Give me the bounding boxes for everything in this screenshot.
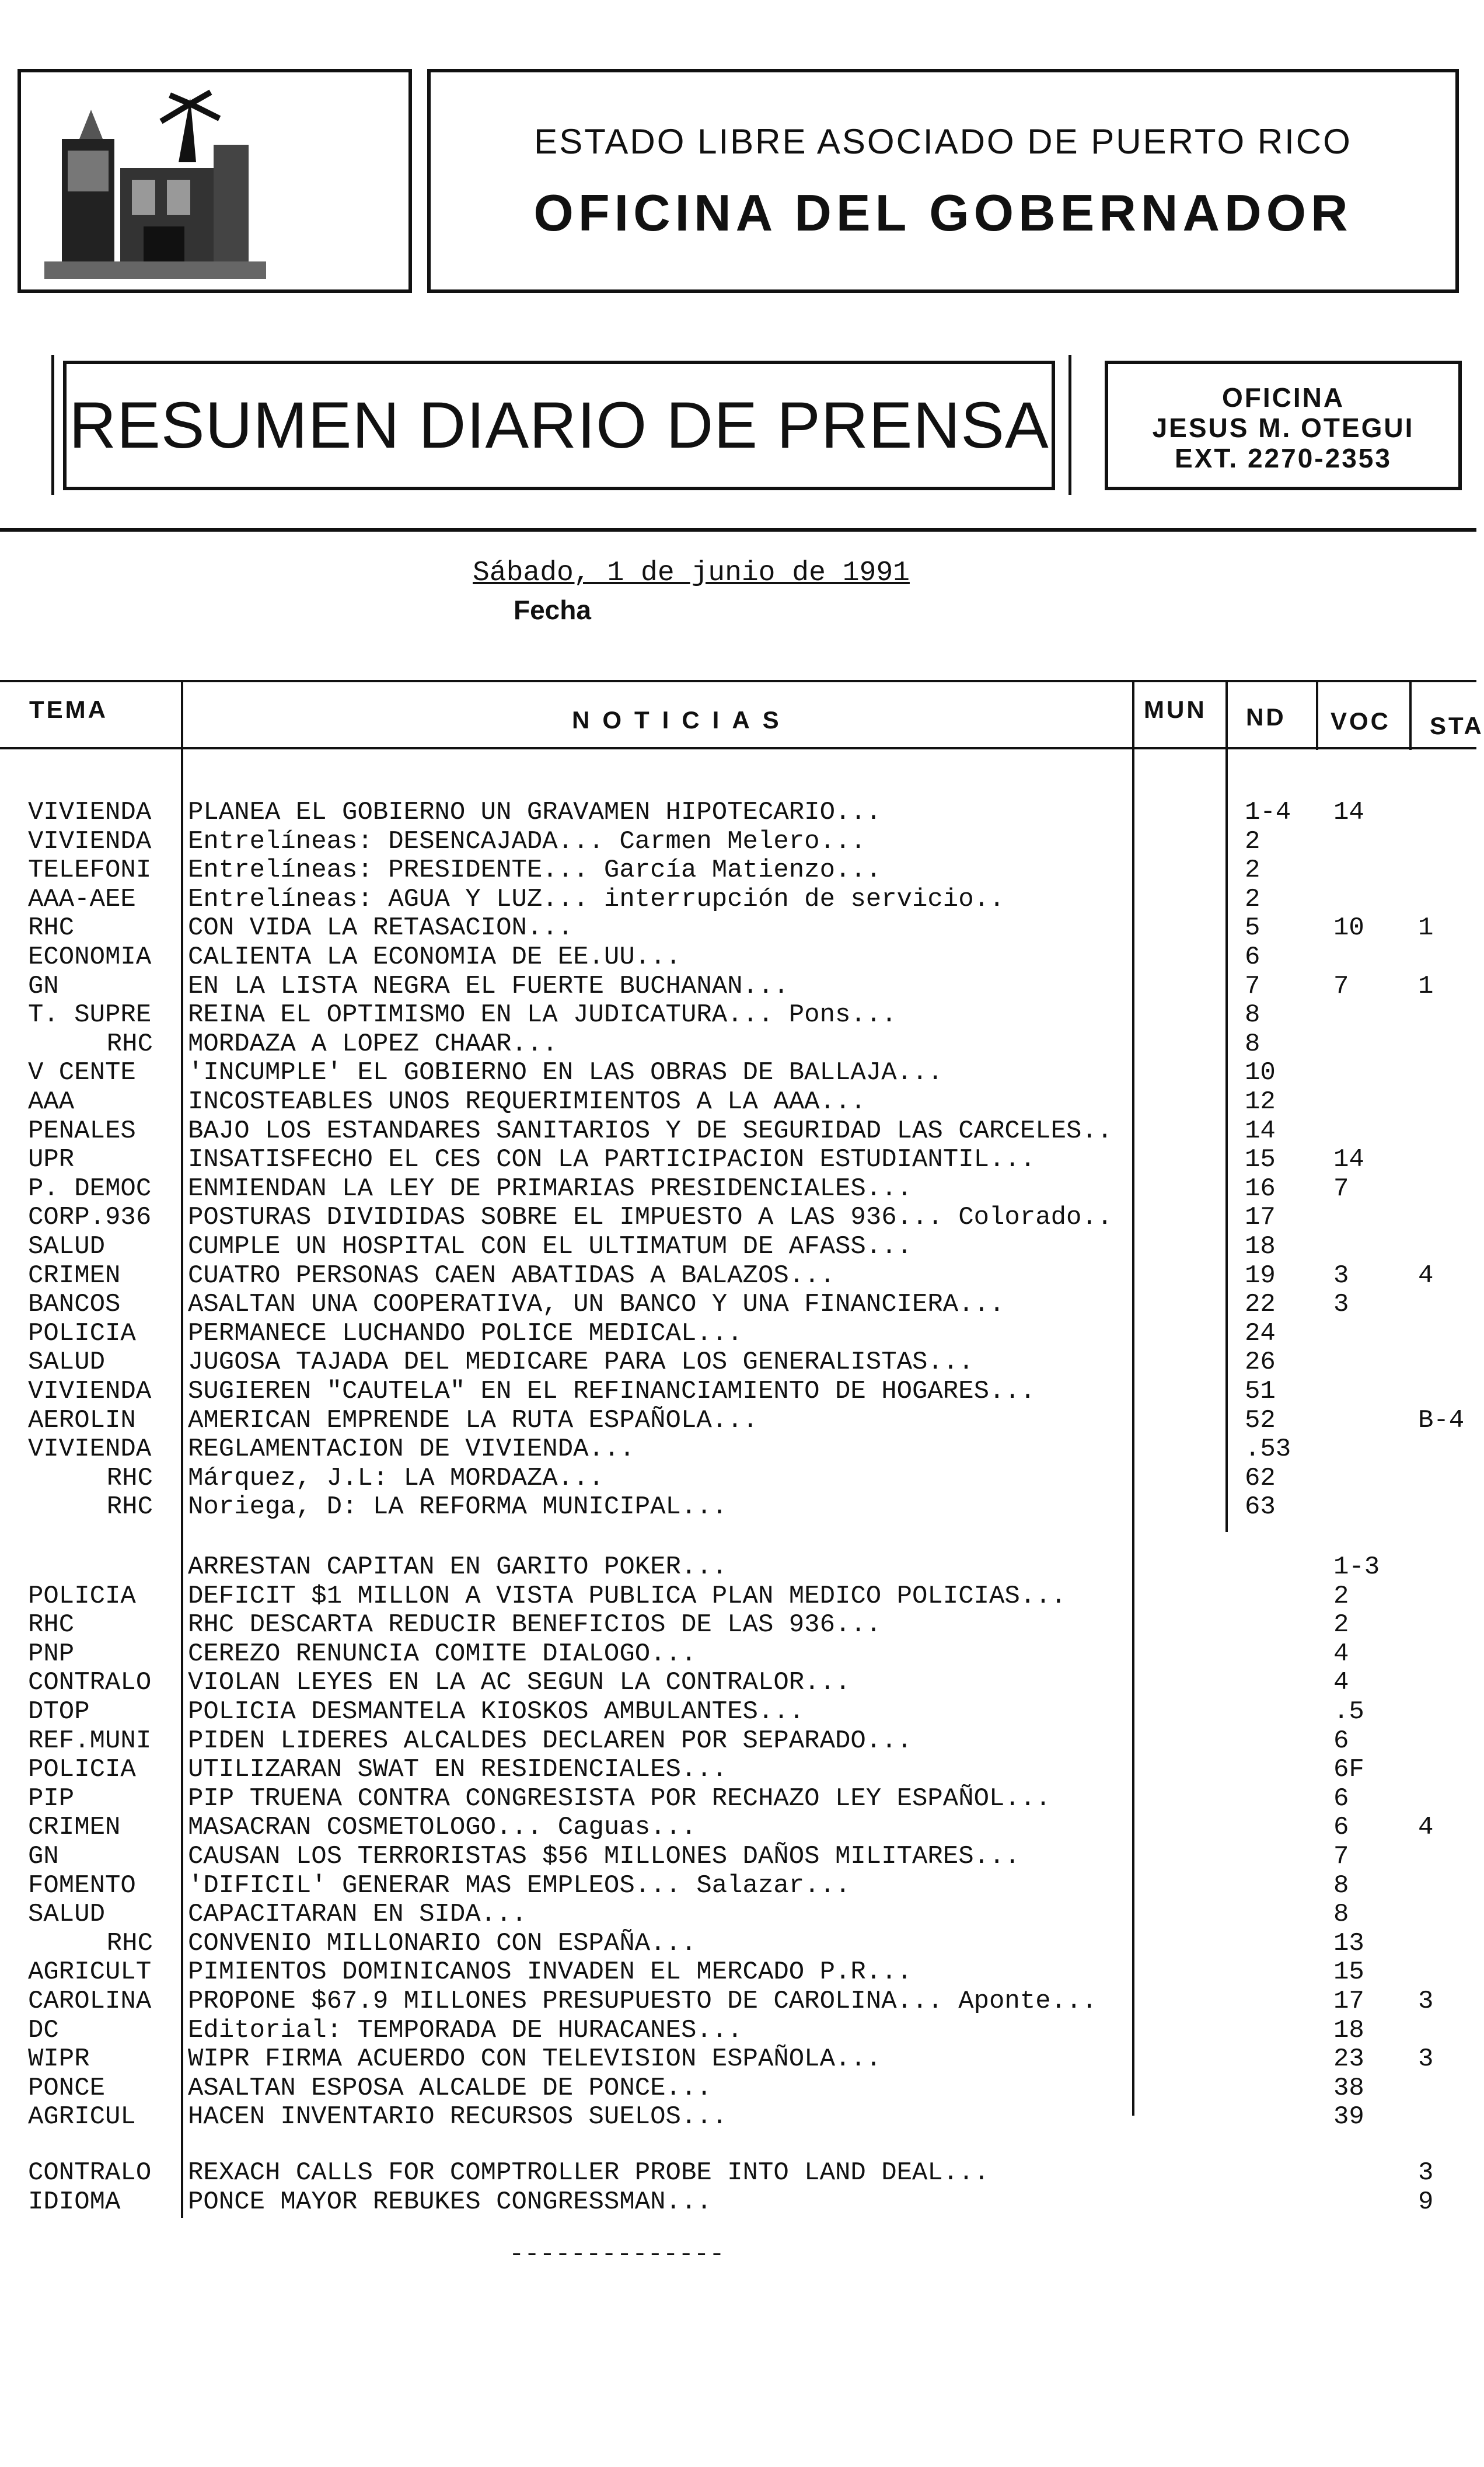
row-nd: 52	[1245, 1405, 1276, 1435]
row-tema: PONCE	[28, 2073, 106, 2103]
row-noticia: MORDAZA A LOPEZ CHAAR...	[188, 1029, 558, 1059]
row-tema: V CENTE	[28, 1058, 136, 1088]
table-row	[0, 1668, 1476, 1697]
row-nd: 17	[1245, 1203, 1276, 1233]
row-noticia: PIMIENTOS DOMINICANOS INVADEN EL MERCADO P.R...	[188, 1957, 913, 1987]
row-noticia: HACEN INVENTARIO RECURSOS SUELOS...	[188, 2102, 728, 2132]
row-sta: 4	[1418, 1813, 1434, 1843]
header-line2: OFICINA DEL GOBERNADOR	[533, 184, 1353, 242]
row-tema: CAROLINA	[28, 1987, 152, 2016]
row-tema: AAA-AEE	[28, 884, 136, 914]
row-tema: BANCOS	[28, 1290, 121, 1320]
row-voc: 15	[1333, 1957, 1364, 1987]
row-noticia: POLICIA DESMANTELA KIOSKOS AMBULANTES...	[188, 1697, 805, 1726]
table-row	[0, 1784, 1476, 1813]
footer-dashes: --------------	[509, 2240, 725, 2269]
row-nd: 2	[1245, 856, 1260, 885]
row-noticia: ENMIENDAN LA LEY DE PRIMARIAS PRESIDENCIALES...	[188, 1174, 913, 1203]
row-noticia: PERMANECE LUCHANDO POLICE MEDICAL...	[188, 1318, 743, 1348]
table-col-rule	[1316, 680, 1318, 750]
table-row	[0, 1145, 1476, 1174]
row-tema: AGRICUL	[28, 2102, 136, 2132]
row-noticia: REINA EL OPTIMISMO EN LA JUDICATURA... Pons...	[188, 1000, 897, 1030]
row-tema: DC	[28, 2015, 59, 2045]
office-line1: OFICINA	[1221, 382, 1345, 413]
row-nd: 16	[1245, 1174, 1276, 1203]
table-row	[0, 1639, 1476, 1669]
row-tema: CORP.936	[28, 1203, 152, 1233]
row-noticia: REGLAMENTACION DE VIVIENDA...	[188, 1435, 635, 1464]
table-row	[0, 1987, 1476, 2016]
table-row	[0, 1087, 1476, 1116]
row-voc: 6	[1333, 1784, 1349, 1813]
row-tema: TELEFONI	[28, 856, 152, 885]
row-tema: POLICIA	[28, 1318, 136, 1348]
col-header-noticias: NOTICIAS	[572, 706, 792, 734]
row-nd: 62	[1245, 1463, 1276, 1493]
table-row	[0, 1058, 1476, 1087]
row-noticia: EN LA LISTA NEGRA EL FUERTE BUCHANAN...	[188, 971, 789, 1001]
row-noticia: INCOSTEABLES UNOS REQUERIMIENTOS A LA AAA...	[188, 1087, 866, 1116]
col-header-mun: MUN	[1144, 696, 1207, 723]
row-tema: UPR	[28, 1145, 75, 1175]
table-row	[0, 943, 1476, 972]
table-header-rule	[0, 747, 1476, 749]
table-row	[0, 798, 1476, 827]
row-tema: DTOP	[28, 1697, 90, 1726]
table-row	[0, 1377, 1476, 1406]
table-row	[0, 1348, 1476, 1377]
row-noticia: REXACH CALLS FOR COMPTROLLER PROBE INTO LAND DEAL...	[188, 2158, 990, 2187]
row-tema: VIVIENDA	[28, 826, 152, 856]
row-tema: GN	[28, 1842, 59, 1871]
row-noticia: RHC DESCARTA REDUCIR BENEFICIOS DE LAS 936...	[188, 1610, 882, 1640]
row-sta: 4	[1418, 1261, 1434, 1290]
row-nd: 18	[1245, 1232, 1276, 1261]
table-top-rule	[0, 680, 1476, 682]
table-row	[0, 1406, 1476, 1435]
table-row	[0, 1290, 1476, 1319]
table-row	[0, 1319, 1476, 1348]
row-noticia: CEREZO RENUNCIA COMITE DIALOGO...	[188, 1639, 697, 1669]
table-row	[0, 1582, 1476, 1611]
table-row	[0, 1203, 1476, 1232]
row-tema: VIVIENDA	[28, 798, 152, 827]
row-nd: 24	[1245, 1318, 1276, 1348]
row-voc: 13	[1333, 1928, 1364, 1958]
table-row	[0, 972, 1476, 1001]
row-noticia: Entrelíneas: DESENCAJADA... Carmen Melero...	[188, 826, 866, 856]
row-tema: AAA	[28, 1087, 75, 1116]
row-tema: T. SUPRE	[28, 1000, 152, 1030]
row-tema: POLICIA	[28, 1755, 136, 1785]
row-tema: VIVIENDA	[28, 1377, 152, 1406]
row-sta: 1	[1418, 971, 1434, 1001]
row-nd: 19	[1245, 1261, 1276, 1290]
row-tema: FOMENTO	[28, 1871, 136, 1900]
banner-title: RESUMEN DIARIO DE PRENSA	[69, 389, 1049, 462]
row-voc: 7	[1333, 1174, 1349, 1203]
row-noticia: BAJO LOS ESTANDARES SANITARIOS Y DE SEGURIDAD LAS CARCELES..	[188, 1116, 1113, 1146]
table-row	[0, 1492, 1476, 1522]
row-voc: 4	[1333, 1668, 1349, 1698]
row-noticia: Entrelíneas: AGUA Y LUZ... interrupción de servicio..	[188, 884, 1005, 914]
row-sta: 3	[1418, 1987, 1434, 2016]
table-row	[0, 856, 1476, 885]
banner-title-frame	[63, 361, 1055, 490]
table-row	[0, 1813, 1476, 1842]
table-col-rule	[1409, 680, 1412, 750]
table-row	[0, 1755, 1476, 1784]
row-voc: 17	[1333, 1987, 1364, 2016]
office-line3: EXT. 2270-2353	[1175, 443, 1392, 473]
row-nd: 51	[1245, 1377, 1276, 1406]
row-noticia: Noriega, D: LA REFORMA MUNICIPAL...	[188, 1492, 728, 1522]
row-noticia: WIPR FIRMA ACUERDO CON TELEVISION ESPAÑOLA...	[188, 2044, 882, 2074]
row-sta: 3	[1418, 2044, 1434, 2074]
table-row	[0, 1900, 1476, 1929]
row-noticia: CAPACITARAN EN SIDA...	[188, 1900, 527, 1929]
row-nd: 6	[1245, 943, 1260, 972]
table-row	[0, 2158, 1476, 2187]
row-voc: 14	[1333, 798, 1364, 827]
row-noticia: PLANEA EL GOBIERNO UN GRAVAMEN HIPOTECARIO...	[188, 798, 882, 827]
table-row	[0, 1000, 1476, 1030]
row-nd: 10	[1245, 1058, 1276, 1088]
row-noticia: 'INCUMPLE' EL GOBIERNO EN LAS OBRAS DE BALLAJA...	[188, 1058, 943, 1088]
row-nd: 2	[1245, 884, 1260, 914]
row-noticia: PROPONE $67.9 MILLONES PRESUPUESTO DE CAROLINA... Aponte...	[188, 1987, 1097, 2016]
row-noticia: VIOLAN LEYES EN LA AC SEGUN LA CONTRALOR...	[188, 1668, 851, 1698]
table-row	[0, 1261, 1476, 1290]
row-noticia: PIP TRUENA CONTRA CONGRESISTA POR RECHAZO LEY ESPAÑOL...	[188, 1784, 1051, 1813]
row-tema: WIPR	[28, 2044, 90, 2074]
row-noticia: PONCE MAYOR REBUKES CONGRESSMAN...	[188, 2187, 712, 2217]
row-nd: 14	[1245, 1116, 1276, 1146]
row-nd: 26	[1245, 1348, 1276, 1377]
office-frame	[1105, 361, 1462, 490]
row-voc: 8	[1333, 1871, 1349, 1900]
row-noticia: 'DIFICIL' GENERAR MAS EMPLEOS... Salazar...	[188, 1871, 851, 1900]
col-header-voc: VOC	[1331, 707, 1391, 735]
row-tema: REF.MUNI	[28, 1726, 152, 1756]
table-row	[0, 913, 1476, 943]
row-voc: 3	[1333, 1290, 1349, 1320]
col-header-sta: STA	[1430, 712, 1484, 739]
row-nd: 63	[1245, 1492, 1276, 1522]
row-nd: .53	[1245, 1435, 1291, 1464]
date-value: Sábado, 1 de junio de 1991	[473, 557, 910, 589]
table-row	[0, 1610, 1476, 1639]
row-tema: SALUD	[28, 1900, 106, 1929]
row-tema: CONTRALO	[28, 1668, 152, 1698]
row-voc: 10	[1333, 913, 1364, 943]
row-tema: RHC	[106, 1029, 153, 1059]
row-tema: RHC	[106, 1928, 153, 1958]
row-tema: AGRICULT	[28, 1957, 152, 1987]
row-sta: 1	[1418, 913, 1434, 943]
row-noticia: CUATRO PERSONAS CAEN ABATIDAS A BALAZOS...	[188, 1261, 835, 1290]
row-noticia: CON VIDA LA RETASACION...	[188, 913, 574, 943]
table-row	[0, 1552, 1476, 1582]
row-noticia: DEFICIT $1 MILLON A VISTA PUBLICA PLAN MEDICO POLICIAS...	[188, 1581, 1067, 1611]
row-sta: 3	[1418, 2158, 1434, 2187]
row-nd: 8	[1245, 1000, 1260, 1030]
divider	[0, 528, 1476, 532]
table-row	[0, 885, 1476, 914]
row-sta: B-4	[1418, 1405, 1465, 1435]
table-row	[0, 1435, 1476, 1464]
row-tema: RHC	[106, 1492, 153, 1522]
header-line1: ESTADO LIBRE ASOCIADO DE PUERTO RICO	[534, 122, 1352, 161]
row-voc: 3	[1333, 1261, 1349, 1290]
row-noticia: POSTURAS DIVIDIDAS SOBRE EL IMPUESTO A LAS 936... Colorado..	[188, 1203, 1113, 1233]
row-tema: VIVIENDA	[28, 1435, 152, 1464]
row-tema: GN	[28, 971, 59, 1001]
row-noticia: AMERICAN EMPRENDE LA RUTA ESPAÑOLA...	[188, 1405, 758, 1435]
row-voc: 6	[1333, 1726, 1349, 1756]
table-row	[0, 1726, 1476, 1756]
row-sta: 9	[1418, 2187, 1434, 2217]
row-voc: 38	[1333, 2073, 1364, 2103]
row-noticia: ASALTAN ESPOSA ALCALDE DE PONCE...	[188, 2073, 712, 2103]
col-header-tema: TEMA	[29, 696, 108, 723]
table-row	[0, 2044, 1476, 2074]
table-row	[0, 1957, 1476, 1987]
row-noticia: MASACRAN COSMETOLOGO... Caguas...	[188, 1813, 697, 1843]
row-voc: 23	[1333, 2044, 1364, 2074]
row-tema: PIP	[28, 1784, 75, 1813]
row-noticia: CAUSAN LOS TERRORISTAS $56 MILLONES DAÑOS MILITARES...	[188, 1842, 1020, 1871]
row-nd: 5	[1245, 913, 1260, 943]
table-row	[0, 827, 1476, 856]
office-line2: JESUS M. OTEGUI	[1152, 413, 1415, 443]
date-label: Fecha	[514, 595, 591, 625]
row-nd: 2	[1245, 826, 1260, 856]
row-tema: POLICIA	[28, 1581, 136, 1611]
table-row	[0, 2016, 1476, 2045]
row-voc: 4	[1333, 1639, 1349, 1669]
table-row	[0, 1174, 1476, 1203]
col-header-nd: ND	[1246, 703, 1286, 731]
row-tema: RHC	[106, 1463, 153, 1493]
row-noticia: JUGOSA TAJADA DEL MEDICARE PARA LOS GENERALISTAS...	[188, 1348, 974, 1377]
row-voc: 14	[1333, 1145, 1364, 1175]
row-voc: 6	[1333, 1813, 1349, 1843]
row-voc: 7	[1333, 1842, 1349, 1871]
table-row	[0, 1842, 1476, 1871]
table-row	[0, 2187, 1476, 2217]
row-tema: PENALES	[28, 1116, 136, 1146]
row-noticia: Editorial: TEMPORADA DE HURACANES...	[188, 2015, 743, 2045]
row-noticia: ASALTAN UNA COOPERATIVA, UN BANCO Y UNA FINANCIERA...	[188, 1290, 1005, 1320]
table-col-rule	[181, 680, 183, 750]
row-voc: 1-3	[1333, 1552, 1380, 1582]
row-tema: SALUD	[28, 1232, 106, 1261]
row-voc: 6F	[1333, 1755, 1364, 1785]
row-nd: 7	[1245, 971, 1260, 1001]
row-voc: 39	[1333, 2102, 1364, 2132]
row-nd: 1-4	[1245, 798, 1291, 827]
row-noticia: PIDEN LIDERES ALCALDES DECLAREN POR SEPARADO...	[188, 1726, 913, 1756]
row-voc: 8	[1333, 1900, 1349, 1929]
row-noticia: INSATISFECHO EL CES CON LA PARTICIPACION ESTUDIANTIL...	[188, 1145, 1036, 1175]
row-noticia: CUMPLE UN HOSPITAL CON EL ULTIMATUM DE AFASS...	[188, 1232, 913, 1261]
row-tema: SALUD	[28, 1348, 106, 1377]
row-noticia: ARRESTAN CAPITAN EN GARITO POKER...	[188, 1552, 728, 1582]
header-title-frame	[427, 69, 1459, 293]
row-tema: CRIMEN	[28, 1261, 121, 1290]
row-nd: 12	[1245, 1087, 1276, 1116]
row-noticia: CONVENIO MILLONARIO CON ESPAÑA...	[188, 1928, 697, 1958]
row-tema: RHC	[28, 1610, 75, 1640]
table-row	[0, 1030, 1476, 1059]
row-tema: CRIMEN	[28, 1813, 121, 1843]
row-voc: 7	[1333, 971, 1349, 1001]
table-row	[0, 2102, 1476, 2131]
row-noticia: Márquez, J.L: LA MORDAZA...	[188, 1463, 604, 1493]
row-noticia: SUGIEREN "CAUTELA" EN EL REFINANCIAMIENTO DE HOGARES...	[188, 1377, 1036, 1406]
row-tema: RHC	[28, 913, 75, 943]
row-noticia: Entrelíneas: PRESIDENTE... García Matienzo...	[188, 856, 882, 885]
table-row	[0, 1464, 1476, 1493]
row-tema: P. DEMOC	[28, 1174, 152, 1203]
table-row	[0, 1232, 1476, 1261]
table-row	[0, 1871, 1476, 1900]
row-tema: CONTRALO	[28, 2158, 152, 2187]
table-row	[0, 1929, 1476, 1958]
row-noticia: CALIENTA LA ECONOMIA DE EE.UU...	[188, 943, 681, 972]
row-tema: ECONOMIA	[28, 943, 152, 972]
table-row	[0, 1697, 1476, 1726]
table-row	[0, 2074, 1476, 2103]
building-photo-icon	[44, 86, 266, 279]
row-voc: 2	[1333, 1581, 1349, 1611]
row-tema: IDIOMA	[28, 2187, 121, 2217]
table-row	[0, 1116, 1476, 1146]
row-nd: 15	[1245, 1145, 1276, 1175]
logo-frame	[18, 69, 412, 293]
row-voc: 2	[1333, 1610, 1349, 1640]
row-voc: .5	[1333, 1697, 1364, 1726]
row-tema: PNP	[28, 1639, 75, 1669]
row-noticia: UTILIZARAN SWAT EN RESIDENCIALES...	[188, 1755, 728, 1785]
row-voc: 18	[1333, 2015, 1364, 2045]
row-nd: 22	[1245, 1290, 1276, 1320]
row-nd: 8	[1245, 1029, 1260, 1059]
row-tema: AEROLIN	[28, 1405, 136, 1435]
